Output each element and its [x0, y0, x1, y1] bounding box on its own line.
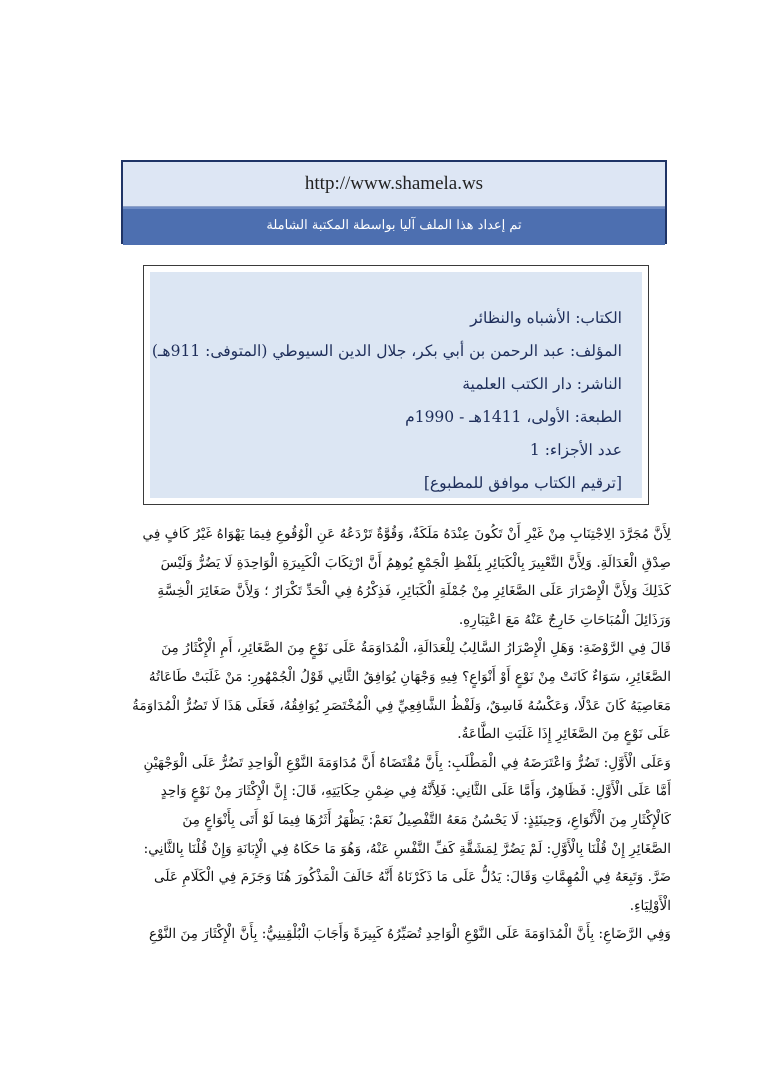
source-header	[121, 160, 667, 244]
text-line: وَفِي الرَّضَاعِ: بِأَنَّ الْمُدَاوَمَةَ عَلَى النَّوْعِ الْوَاحِدِ تُصَيِّرُهُ كَبِيرَةً وَأَجَابَ الْبُلْقِينِيُّ: بِأَنَّ الْإِكْثَارَ مِنَ النَّوْعِ	[148, 926, 671, 943]
text-line: الصَّغَائِرِ إِنْ قُلْنَا بِالْأَوَّلِ: لَمْ يَضُرَّ لِمَشَقَّةِ كَفِّ النَّفْسِ عَنْهُ، وَهُوَ مَا حَكَاهُ فِي الْإِبَانَةِ وَإِنْ قُلْنَا بِالثَّانِي:	[143, 840, 671, 857]
book-edition-row	[150, 401, 622, 434]
text-line: صِدْقِ الْعَدَالَةِ. وَلِأَنَّ التَّعْبِيرَ بِالْكَبَائِرِ بِلَفْظِ الْجَمْعِ يُوهِمُ أَنَّ ارْتِكَابَ الْكَبِيرَةِ الْوَاحِدَةِ لَا يَضُرُّ وَلَيْسَ	[160, 554, 671, 571]
book-publisher-value: دار الكتب العلمية	[462, 375, 572, 393]
source-url[interactable]: http://www.shamela.ws	[123, 162, 665, 207]
generation-note: تم إعداد هذا الملف آليا بواسطة المكتبة الشاملة	[123, 207, 665, 245]
body-text	[103, 520, 671, 949]
book-author-value: عبد الرحمن بن أبي بكر، جلال الدين السيوطي (المتوفى: 911هـ)	[151, 342, 566, 360]
book-publisher-label: الناشر:	[576, 375, 622, 393]
book-author-label: المؤلف:	[570, 342, 622, 360]
text-line: أَمَّا عَلَى الْأَوَّلِ: فَظَاهِرٌ، وَأَمَّا عَلَى الثَّانِي: فَلِأَنَّهُ فِي ضِمْنِ حِكَايَتِهِ، قَالَ: إِنَّ الْإِكْثَارَ مِنْ نَوْعٍ وَاحِدٍ	[160, 783, 671, 800]
book-title-row	[150, 302, 622, 335]
text-line: قَالَ فِي الرَّوْضَةِ: وَهَلِ الْإِصْرَارُ السَّالِبُ لِلْعَدَالَةِ، الْمُدَاوَمَةُ عَلَى نَوْعٍ مِنَ الصَّغَائِرِ، أَمِ الْإِكْثَارُ مِنَ	[161, 640, 671, 657]
book-info-box	[143, 265, 649, 505]
book-parts-row	[150, 434, 622, 467]
book-edition-value: الأولى، 1411هـ - 1990م	[405, 408, 570, 426]
book-publisher-row	[150, 368, 622, 401]
book-parts-label: عدد الأجزاء:	[544, 441, 622, 459]
text-line: الْأَوْلِيَاءِ.	[629, 897, 671, 914]
text-line: ضَرَّ. وَتَبِعَهُ فِي الْمُهِمَّاتِ وَقَالَ: يَدُلُّ عَلَى مَا ذَكَرْنَاهُ أَنَّهُ خَالَفَ الْمَذْكُورَ هُنَا وَجَزَمَ فِي الْكَلَامِ عَلَى	[154, 869, 671, 886]
text-line: عَلَى نَوْعٍ مِنَ الصَّغَائِرِ إِذَا غَلَبَتِ الطَّاعَةُ.	[457, 726, 671, 743]
text-line: كَالْإِكْثَارِ مِنَ الْأَنْوَاعِ، وَحِينَئِذٍ: لَا يَحْسُنُ مَعَهُ التَّفْصِيلُ نَعَمْ: يَظْهَرُ أَثَرُهَا فِيمَا لَوْ أَتَى بِأَنْوَاعٍ مِنَ	[182, 811, 671, 828]
book-author-row	[150, 335, 622, 368]
text-line: وَعَلَى الْأَوَّلِ: تَضُرُّ وَاعْتَرَضَهُ فِي الْمَطْلَبِ: بِأَنَّ مُقْتَضَاهُ أَنَّ مُدَاوَمَةَ النَّوْعِ الْوَاحِدِ تَضُرُّ عَلَى الْوَجْهَيْنِ	[143, 754, 671, 771]
text-line: الصَّغَائِرِ، سَوَاءٌ كَانَتْ مِنْ نَوْعٍ أَوْ أَنْوَاعٍ؟ فِيهِ وَجْهَانِ يُوَافِقُ الثَّانِي قَوْلُ الْجُمْهُورِ: مَنْ غَلَبَتْ طَاعَاتُهُ	[148, 668, 671, 685]
book-info-panel	[150, 272, 642, 498]
text-line: لِأَنَّ مُجَرَّدَ الِاجْتِنَابِ مِنْ غَيْرِ أَنْ تَكُونَ عِنْدَهُ مَلَكَةٌ، وَقُوَّةٌ تَرْدَعُهُ عَنِ الْوُقُوعِ فِيمَا يَهْوَاهُ غَيْرُ كَافٍ فِي	[142, 526, 671, 542]
book-title-label: الكتاب:	[575, 309, 622, 327]
book-edition-label: الطبعة:	[574, 408, 622, 426]
book-title-value: الأشباه والنظائر	[470, 309, 571, 327]
book-parts-value: 1	[529, 441, 540, 459]
text-line: وَرَذَائِلَ الْمُبَاحَاتِ خَارِجٌ عَنْهُ مَعَ اعْتِبَارِهِ.	[458, 611, 671, 628]
text-line: مَعَاصِيَهُ كَانَ عَدْلًا، وَعَكْسُهُ فَاسِقٌ، وَلَفْظُ الشَّافِعِيِّ فِي الْمُخْتَصَرِ يُوَافِقُهُ، فَعَلَى هَذَا لَا تَضُرُّ الْمُدَاوَمَةُ	[132, 697, 671, 714]
book-numbering-note: [ترقيم الكتاب موافق للمطبوع]	[423, 474, 622, 492]
text-line: كَذَلِكَ وَلِأَنَّ الْإِصْرَارَ عَلَى الصَّغَائِرِ مِنْ جُمْلَةِ الْكَبَائِرِ، فَذِكْرُهُ فِي الْحَدِّ تَكْرَارٌ ؛ وَلِأَنَّ صَغَائِرَ الْخِسَّةِ	[157, 583, 671, 600]
